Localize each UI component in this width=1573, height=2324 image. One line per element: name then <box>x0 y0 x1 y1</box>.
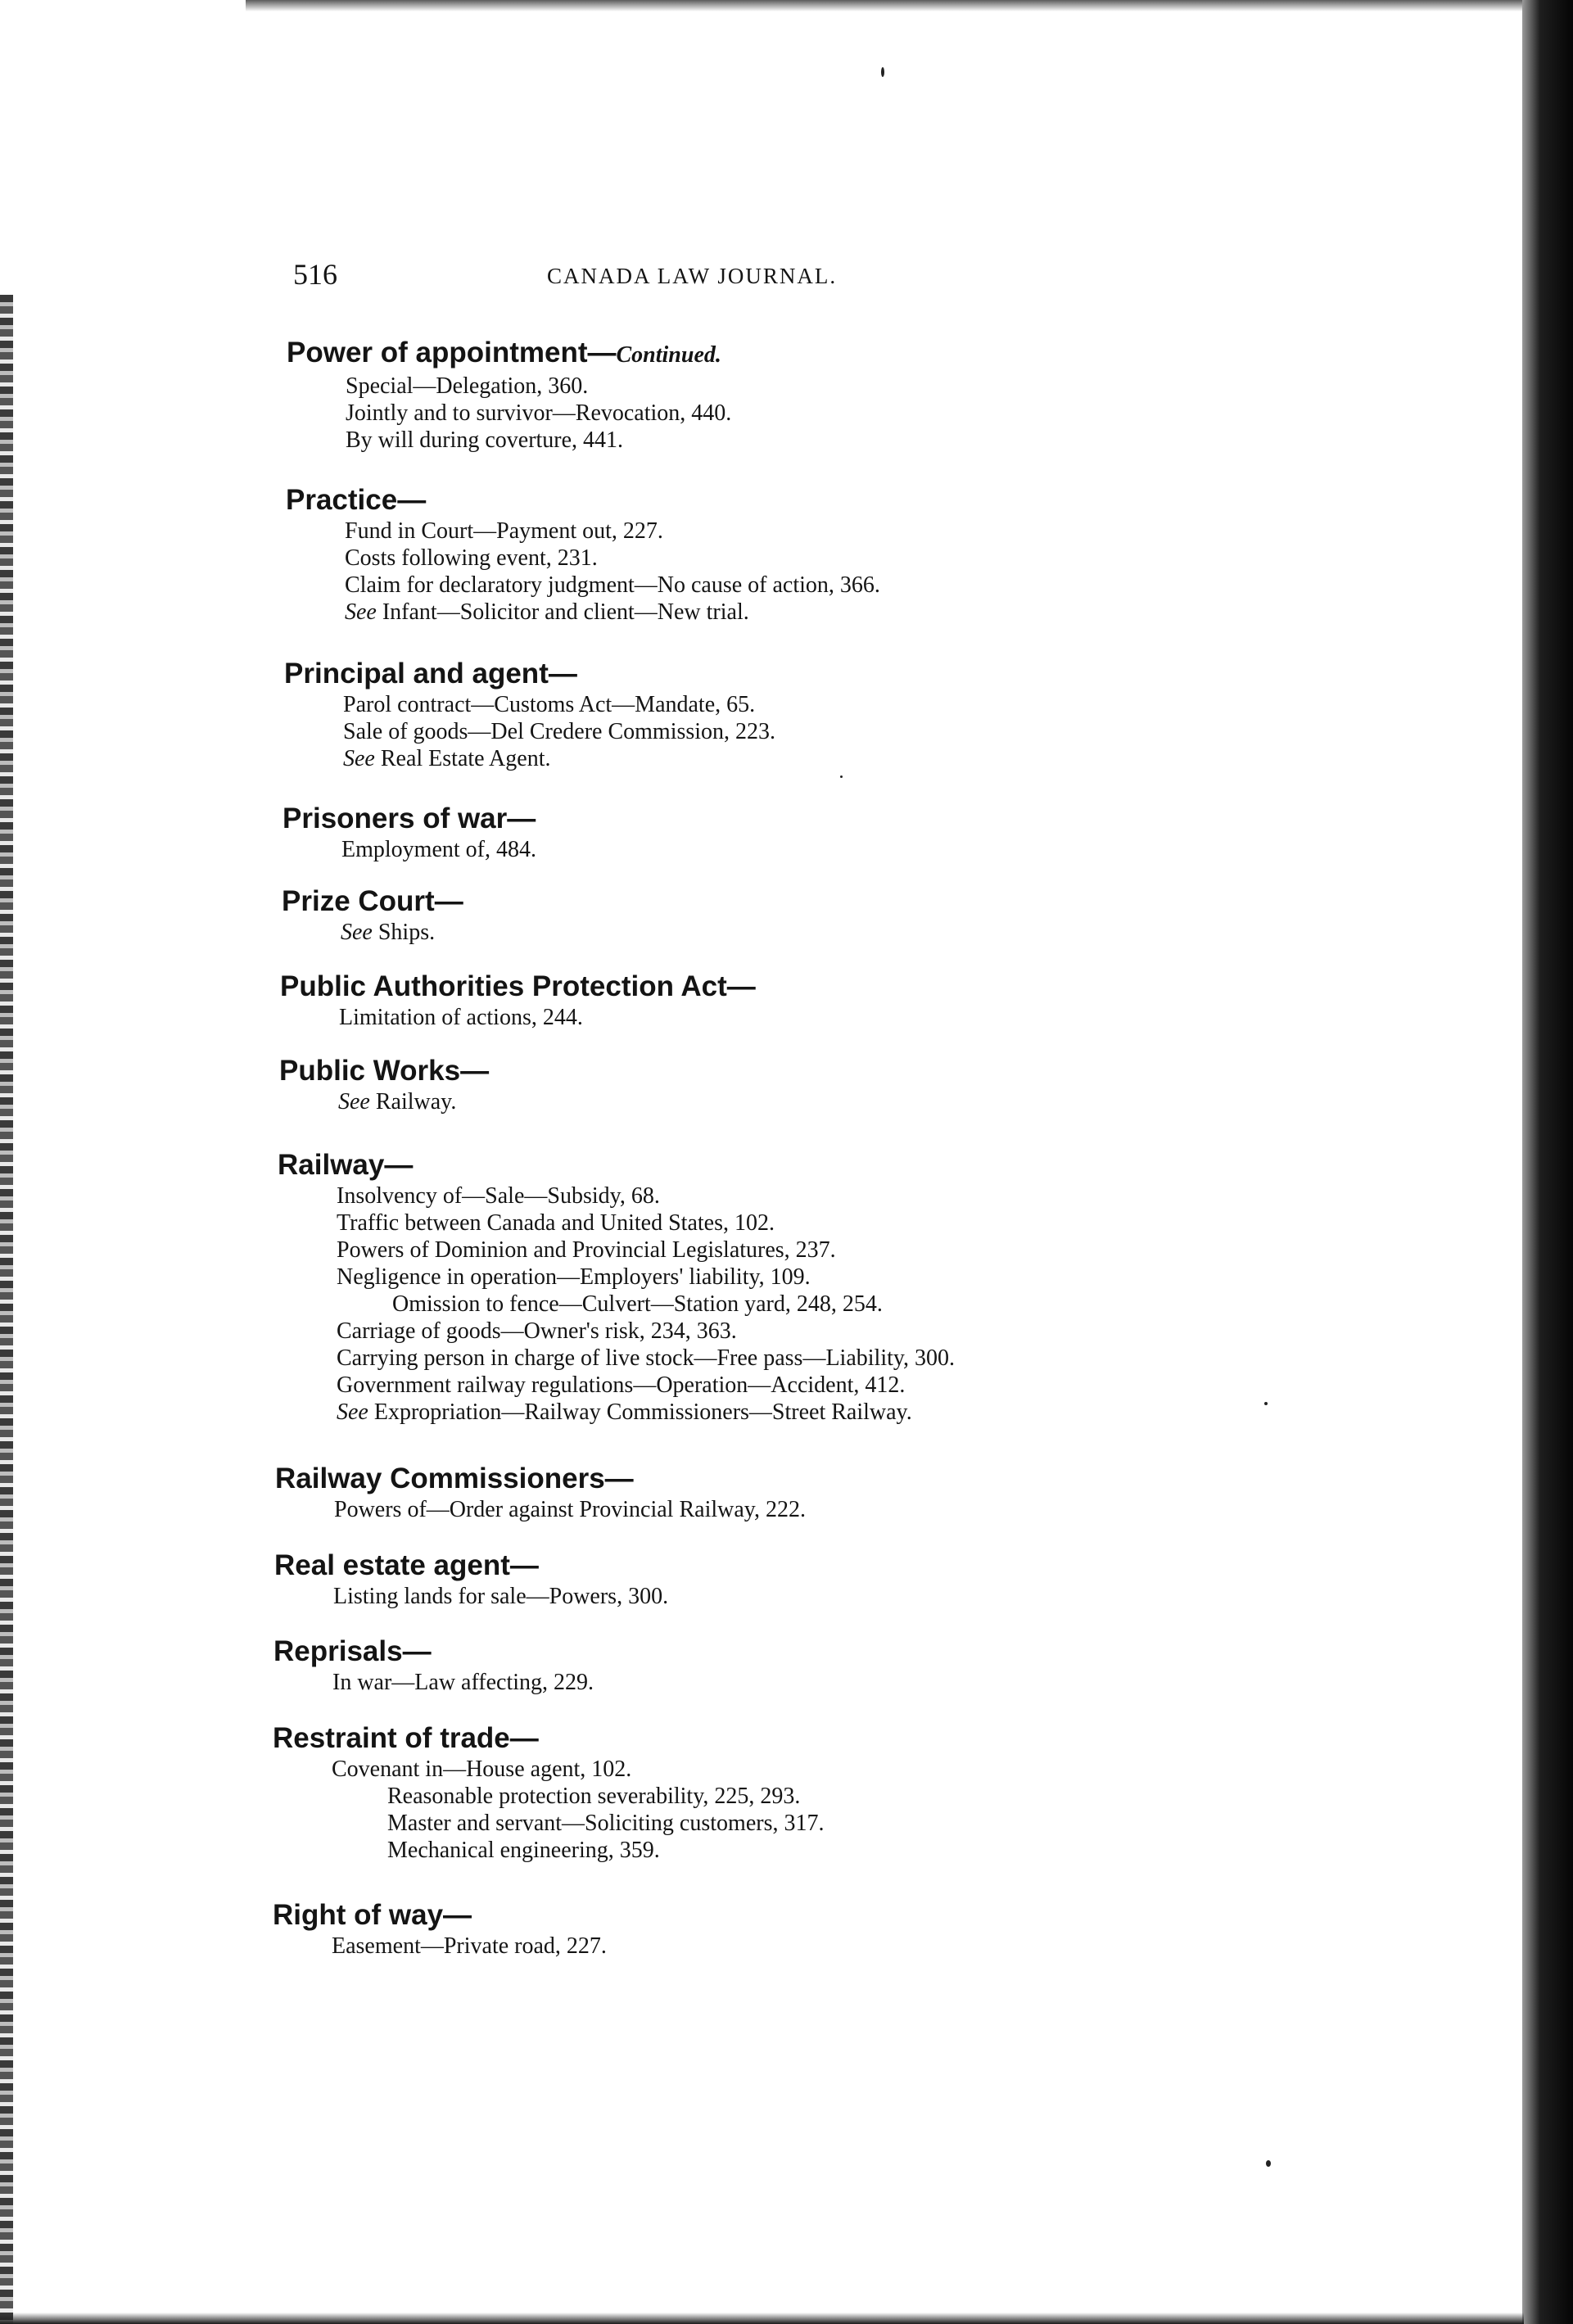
index-entry <box>284 657 1332 772</box>
entry-line: Jointly and to survivor—Revocation, 440. <box>346 400 732 426</box>
entry-heading: Prisoners of war— <box>283 803 536 834</box>
entry-line: Insolvency of—Sale—Subsidy, 68. <box>337 1183 660 1209</box>
entry-line: See Ships. <box>341 920 436 945</box>
continued-note: Continued. <box>616 342 721 368</box>
entry-heading: Power of appointment—Continued. <box>287 337 721 368</box>
entry-line: Employment of, 484. <box>341 837 536 862</box>
see-reference: See <box>338 1089 370 1115</box>
entry-line: Carrying person in charge of live stock—Free pass—Liability, 300. <box>337 1345 956 1371</box>
index-entry <box>279 1054 1327 1115</box>
entry-heading: Public Works— <box>279 1055 490 1087</box>
entry-heading: Restraint of trade— <box>273 1722 539 1754</box>
index-entry <box>274 1549 1322 1610</box>
entry-heading: Real estate agent— <box>274 1549 539 1581</box>
entry-line: Limitation of actions, 244. <box>339 1005 583 1030</box>
index-entry <box>278 1148 1326 1426</box>
scan-edge-bottom <box>0 2313 1524 2324</box>
entry-line: Special—Delegation, 360. <box>346 373 589 399</box>
index-entry <box>273 1634 1322 1696</box>
entry-line: Traffic between Canada and United States, 102. <box>337 1210 775 1236</box>
entry-line: Master and servant—Soliciting customers, 317. <box>387 1811 825 1836</box>
scan-edge-right <box>1522 0 1573 2324</box>
entry-heading: Reprisals— <box>273 1635 432 1667</box>
page-number: 516 <box>293 258 337 291</box>
entry-line: Listing lands for sale—Powers, 300. <box>333 1584 669 1609</box>
entry-line: Fund in Court—Payment out, 227. <box>345 518 663 544</box>
entry-line: Powers of Dominion and Provincial Legislatures, 237. <box>337 1237 836 1263</box>
see-reference: See <box>345 599 377 625</box>
entry-line: Claim for declaratory judgment—No cause of action, 366. <box>345 572 880 598</box>
entry-heading: Right of way— <box>273 1899 472 1931</box>
index-entry <box>287 336 1335 454</box>
entry-line: By will during coverture, 441. <box>346 427 624 453</box>
entry-line: Covenant in—House agent, 102. <box>332 1757 632 1782</box>
running-head: CANADA LAW JOURNAL. <box>547 264 838 288</box>
index-entry <box>286 483 1334 626</box>
index-entry <box>282 884 1330 946</box>
index-entry <box>275 1462 1323 1523</box>
see-reference: See <box>337 1399 368 1425</box>
entry-line: Easement—Private road, 227. <box>332 1933 607 1959</box>
entry-line: Costs following event, 231. <box>345 545 598 571</box>
entry-line: Reasonable protection severability, 225, 293. <box>387 1784 801 1809</box>
entry-line: Government railway regulations—Operation—Accident, 412. <box>337 1372 906 1398</box>
see-reference: See <box>341 920 373 945</box>
scan-edge-top <box>246 0 1523 11</box>
entry-line: In war—Law affecting, 229. <box>332 1670 594 1695</box>
entry-line: Mechanical engineering, 359. <box>387 1838 660 1863</box>
see-reference: See <box>343 746 375 771</box>
entry-line: Powers of—Order against Provincial Railway, 222. <box>334 1497 806 1522</box>
entry-line: Negligence in operation—Employers' liability, 109. <box>337 1264 811 1290</box>
index-entry <box>283 802 1331 863</box>
entry-line: Sale of goods—Del Credere Commission, 223. <box>343 719 776 744</box>
scan-speck <box>1266 2160 1271 2167</box>
index-entry <box>280 970 1328 1031</box>
entry-heading: Prize Court— <box>282 885 463 917</box>
page-header <box>293 258 989 291</box>
entry-heading: Railway— <box>278 1149 414 1181</box>
entry-line: Omission to fence—Culvert—Station yard, 248, 254. <box>392 1291 883 1317</box>
entry-heading: Public Authorities Protection Act— <box>280 970 756 1002</box>
entry-line: Carriage of goods—Owner's risk, 234, 363. <box>337 1318 737 1344</box>
entry-line: Parol contract—Customs Act—Mandate, 65. <box>343 692 756 717</box>
entry-line: See Infant—Solicitor and client—New trial. <box>345 599 749 625</box>
entry-line: See Real Estate Agent. <box>343 746 551 771</box>
entry-line: See Expropriation—Railway Commissioners—Street Railway. <box>337 1399 912 1425</box>
scan-speck <box>881 67 884 77</box>
index-entry <box>273 1721 1321 1864</box>
entry-line: See Railway. <box>338 1089 457 1115</box>
entry-heading: Principal and agent— <box>284 658 577 690</box>
entry-heading: Practice— <box>286 484 427 516</box>
index-entry <box>273 1898 1321 1960</box>
index-entries <box>0 336 1392 1990</box>
entry-heading: Railway Commissioners— <box>275 1463 634 1494</box>
